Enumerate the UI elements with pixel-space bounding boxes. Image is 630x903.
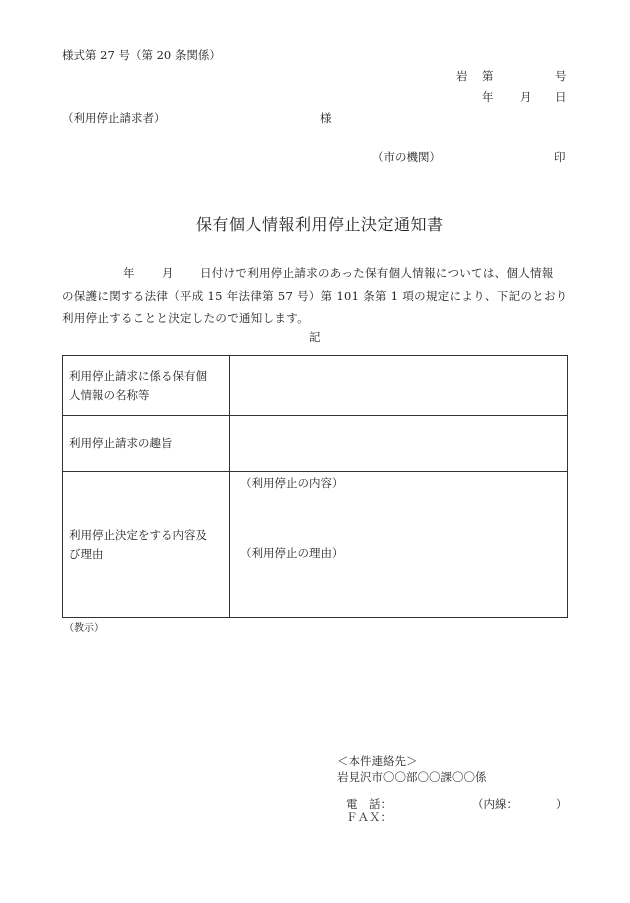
- issuer-label: （市の機関）: [372, 150, 441, 164]
- row-name-label-line1: 利用停止請求に係る保有個: [69, 368, 207, 383]
- decision-reason-label: （利用停止の理由）: [240, 546, 344, 560]
- seal-mark: 印: [554, 150, 566, 164]
- doc-number-mid: 第: [482, 69, 494, 83]
- date-year: 年: [482, 90, 494, 104]
- document-title: 保有個人情報利用停止決定通知書: [196, 215, 444, 234]
- body-line-1: 日付けで利用停止請求のあった保有個人情報については、個人情報: [200, 266, 554, 280]
- addressee-label: （利用停止請求者）: [62, 111, 166, 125]
- row-decision-value: [230, 472, 568, 618]
- table-row: [63, 356, 568, 416]
- table-row: [63, 416, 568, 472]
- row-name-label-line2: 人情報の名称等: [69, 387, 150, 402]
- contact-department: 岩見沢市〇〇部〇〇課〇〇係: [337, 770, 487, 784]
- row-decision-label-line2: び理由: [69, 546, 104, 561]
- body-month: 月: [162, 266, 174, 280]
- body-year: 年: [123, 266, 135, 280]
- contact-extension-open: （内線：: [472, 797, 518, 811]
- form-number: 様式第 27 号（第 20 条関係）: [62, 48, 221, 62]
- contact-heading: ＜本件連絡先＞: [337, 754, 418, 768]
- row-name-value: [230, 356, 568, 416]
- table-row: [63, 472, 568, 618]
- ki-mark: 記: [309, 330, 321, 344]
- doc-number-suffix: 号: [555, 69, 567, 83]
- contact-extension-close: ）: [556, 797, 568, 811]
- row-decision-label: [63, 472, 230, 618]
- decision-content-label: （利用停止の内容）: [240, 476, 344, 490]
- addressee-honorific: 様: [320, 111, 332, 125]
- contact-fax-label: ＦＡＸ：: [346, 810, 392, 824]
- date-month: 月: [520, 90, 532, 104]
- contact-phone-label: 電 話：: [346, 797, 392, 811]
- doc-number-prefix: 岩: [456, 69, 468, 83]
- row-purpose-label: 利用停止請求の趣旨: [63, 416, 230, 472]
- body-line-3: 利用停止することと決定したので通知します。: [62, 311, 309, 325]
- row-decision-label-line1: 利用停止決定をする内容及: [69, 527, 207, 542]
- body-line-2: の保護に関する法律（平成 15 年法律第 57 号）第 101 条第 1 項の規定により、下記のとおり: [62, 289, 568, 303]
- decision-table: [62, 355, 568, 618]
- row-name-label: [63, 356, 230, 416]
- row-purpose-value: [230, 416, 568, 472]
- instruction-label: （教示）: [64, 623, 104, 634]
- date-day: 日: [555, 90, 567, 104]
